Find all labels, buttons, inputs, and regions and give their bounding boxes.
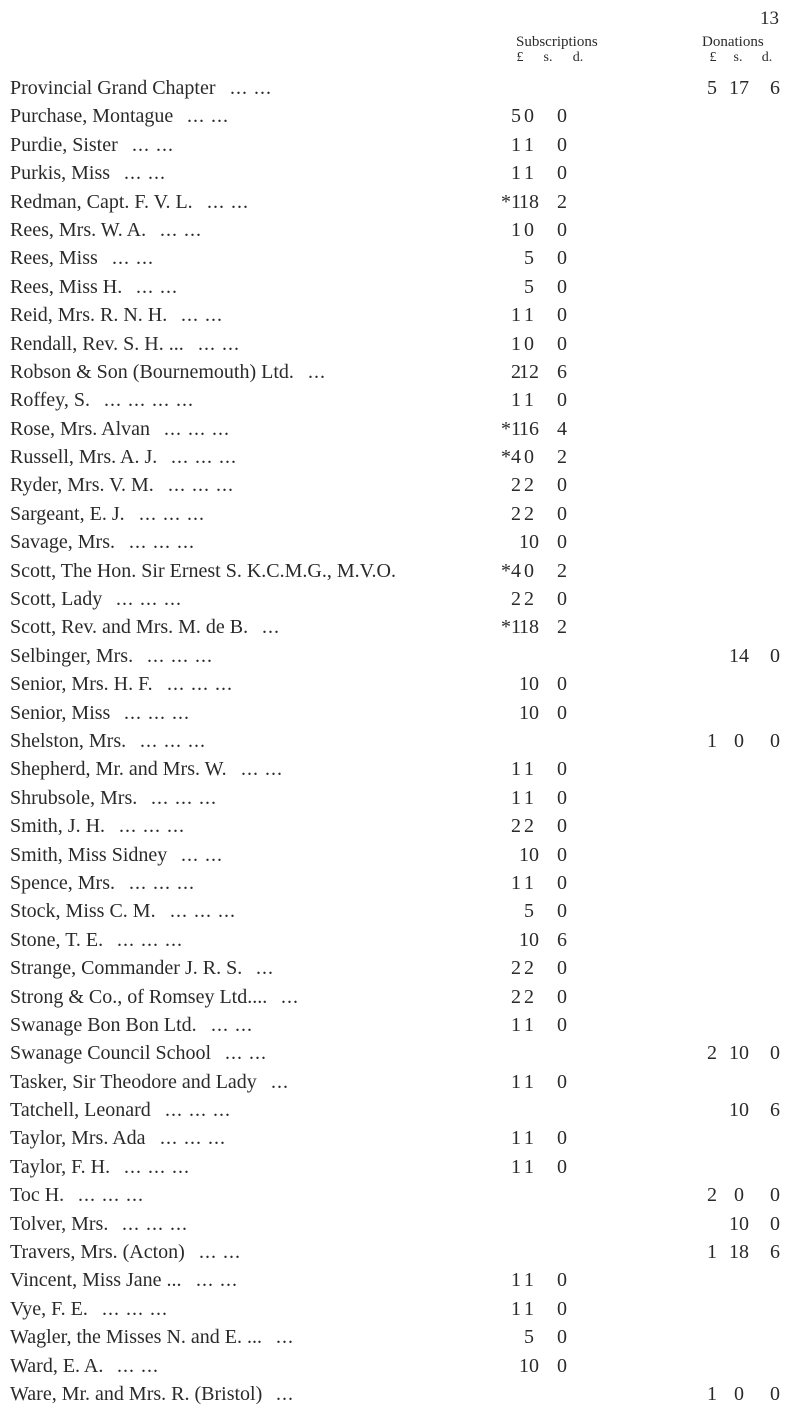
subscriber-name: Russell, Mrs. A. J. — [10, 446, 158, 469]
subscription-pence: 2 — [557, 446, 567, 469]
leader-dots: ... ... ... ... — [104, 389, 194, 412]
list-item — [0, 244, 800, 272]
leader-dots: ... ... — [136, 275, 178, 298]
subscription-shillings: 1 — [524, 786, 534, 809]
leader-dots: ... ... — [196, 1269, 238, 1292]
subscription-pence: 0 — [557, 900, 567, 923]
leader-dots: ... ... — [230, 77, 272, 99]
list-item — [0, 415, 800, 443]
donation-pence: 6 — [770, 1241, 780, 1264]
list-item — [0, 1380, 800, 1408]
donation-pence: 0 — [770, 644, 780, 667]
subscription-pounds: 5 — [511, 105, 521, 128]
subscriber-name: Provincial Grand Chapter — [10, 77, 216, 99]
subscription-pence: 0 — [557, 701, 567, 724]
subscription-shillings: 1 — [524, 1269, 534, 1292]
subscriber-name: Scott, Rev. and Mrs. M. de B. — [10, 616, 249, 639]
subscription-pence: 0 — [557, 786, 567, 809]
list-item — [0, 1011, 800, 1039]
donation-shillings: 10 — [729, 1212, 749, 1235]
list-item — [0, 954, 800, 982]
subscription-list — [0, 74, 800, 1408]
subscription-shillings: 1 — [524, 758, 534, 781]
subscriber-name: Rees, Miss — [10, 247, 98, 270]
subscription-unit-pence: d. — [572, 50, 584, 65]
subscription-pounds: 1 — [511, 1155, 521, 1178]
subscription-pence: 2 — [557, 190, 567, 213]
list-item — [0, 386, 800, 414]
subscription-shillings: 2 — [524, 957, 534, 980]
subscription-shillings: 1 — [524, 1070, 534, 1093]
subscriber-name: Shelston, Mrs. — [10, 729, 127, 752]
donation-pence: 0 — [770, 1212, 780, 1235]
list-item — [0, 1124, 800, 1152]
subscription-shillings: 18 — [519, 190, 539, 213]
leader-dots: ... ... ... — [124, 1155, 190, 1178]
donation-pence: 0 — [770, 1184, 780, 1207]
subscription-shillings: 10 — [519, 531, 539, 554]
subscriber-name: Vye, F. E. — [10, 1297, 88, 1320]
subscription-pounds: 1 — [511, 786, 521, 809]
subscriber-name: Taylor, F. H. — [10, 1155, 111, 1178]
list-item — [0, 983, 800, 1011]
subscription-pence: 0 — [557, 1127, 567, 1150]
subscriber-name: Ward, E. A. — [10, 1354, 104, 1377]
donation-pence: 0 — [770, 729, 780, 752]
subscription-shillings: 10 — [519, 843, 539, 866]
list-item — [0, 131, 800, 159]
subscription-shillings: 0 — [524, 332, 534, 355]
leader-dots: ... ... ... — [167, 673, 233, 696]
donation-shillings: 0 — [734, 729, 744, 752]
subscription-shillings: 2 — [524, 815, 534, 838]
leader-dots: ... ... ... — [165, 1099, 231, 1122]
subscription-shillings: 1 — [524, 1297, 534, 1320]
subscriber-name: Purkis, Miss — [10, 162, 111, 185]
donation-pence: 6 — [770, 77, 780, 99]
subscription-unit-shillings: s. — [543, 50, 553, 65]
leader-dots: ... ... ... — [160, 1127, 226, 1150]
subscription-pounds: 1 — [511, 1127, 521, 1150]
subscriber-name: Savage, Mrs. — [10, 531, 115, 554]
leader-dots: ... ... ... — [171, 446, 237, 469]
leader-dots: ... ... — [117, 1354, 159, 1377]
leader-dots: ... ... — [207, 190, 249, 213]
subscription-shillings: 18 — [519, 616, 539, 639]
subscription-pounds: 1 — [511, 218, 521, 241]
leader-dots: ... ... — [199, 1241, 241, 1264]
subscription-pence: 6 — [557, 360, 567, 383]
list-item — [0, 1352, 800, 1380]
subscription-pence: 0 — [557, 673, 567, 696]
leader-dots: ... ... — [211, 1013, 253, 1036]
subscriber-name: Scott, Lady — [10, 588, 103, 611]
subscriber-name: Ware, Mr. and Mrs. R. (Bristol) — [10, 1382, 263, 1405]
donation-pounds: 1 — [707, 1382, 717, 1405]
subscription-shillings: 5 — [524, 275, 534, 298]
list-item — [0, 1181, 800, 1209]
subscription-pence: 0 — [557, 332, 567, 355]
list-item — [0, 897, 800, 925]
subscription-pounds: 1 — [511, 133, 521, 156]
subscription-pence: 2 — [557, 616, 567, 639]
list-item — [0, 273, 800, 301]
subscription-pence: 0 — [557, 1269, 567, 1292]
list-item — [0, 1039, 800, 1067]
subscriber-name: Tolver, Mrs. — [10, 1212, 109, 1235]
subscription-pounds: 1 — [511, 1070, 521, 1093]
leader-dots: ... ... ... — [170, 900, 236, 923]
subscription-pounds: *1 — [501, 417, 521, 440]
subscription-pounds: 2 — [511, 588, 521, 611]
subscription-shillings: 10 — [519, 673, 539, 696]
subscription-pence: 0 — [557, 105, 567, 128]
list-item — [0, 528, 800, 556]
donation-pence: 0 — [770, 1382, 780, 1405]
leader-dots: ... ... ... — [151, 786, 217, 809]
leader-dots: ... — [276, 1382, 294, 1405]
subscriber-name: Tasker, Sir Theodore and Lady — [10, 1070, 257, 1093]
subscription-pounds: 1 — [511, 304, 521, 327]
subscription-shillings: 1 — [524, 871, 534, 894]
subscription-shillings: 5 — [524, 900, 534, 923]
list-item — [0, 1295, 800, 1323]
subscription-pence: 0 — [557, 815, 567, 838]
subscription-pounds: 1 — [511, 871, 521, 894]
subscriber-name: Scott, The Hon. Sir Ernest S. K.C.M.G., M.V.O. — [10, 559, 396, 582]
leader-dots: ... ... — [112, 247, 154, 270]
list-item — [0, 1153, 800, 1181]
subscription-pence: 0 — [557, 531, 567, 554]
subscription-pence: 0 — [557, 1070, 567, 1093]
subscription-shillings: 1 — [524, 133, 534, 156]
subscription-pounds: 2 — [511, 474, 521, 497]
subscription-pence: 0 — [557, 758, 567, 781]
subscription-shillings: 10 — [519, 928, 539, 951]
subscription-shillings: 0 — [524, 105, 534, 128]
subscriber-name: Taylor, Mrs. Ada — [10, 1127, 146, 1150]
subscriber-name: Rees, Mrs. W. A. — [10, 218, 147, 241]
donation-shillings: 18 — [729, 1241, 749, 1264]
subscription-shillings: 2 — [524, 985, 534, 1008]
subscription-pence: 0 — [557, 133, 567, 156]
subscriber-name: Senior, Miss — [10, 701, 111, 724]
subscription-shillings: 2 — [524, 502, 534, 525]
list-item — [0, 330, 800, 358]
subscription-pence: 0 — [557, 389, 567, 412]
donation-pounds: 1 — [707, 1241, 717, 1264]
subscriber-name: Rendall, Rev. S. H. ... — [10, 332, 184, 355]
list-item — [0, 557, 800, 585]
subscriptions-header: Subscriptions — [516, 34, 598, 50]
subscriber-name: Shepherd, Mr. and Mrs. W. — [10, 758, 227, 781]
subscription-pounds: *4 — [501, 559, 521, 582]
subscription-pence: 0 — [557, 957, 567, 980]
subscription-pounds: 1 — [511, 389, 521, 412]
leader-dots: ... ... — [181, 304, 223, 327]
subscription-shillings: 0 — [524, 218, 534, 241]
leader-dots: ... ... — [160, 218, 202, 241]
leader-dots: ... ... ... — [117, 928, 183, 951]
subscription-pounds: 1 — [511, 1297, 521, 1320]
subscription-shillings: 0 — [524, 559, 534, 582]
donation-shillings: 0 — [734, 1382, 744, 1405]
donations-header: Donations — [702, 34, 764, 50]
subscription-pounds: 2 — [511, 985, 521, 1008]
subscription-pounds: *1 — [501, 190, 521, 213]
subscriber-name: Redman, Capt. F. V. L. — [10, 190, 193, 213]
list-item — [0, 1068, 800, 1096]
leader-dots: ... ... ... — [129, 871, 195, 894]
donation-unit-pounds: £ — [709, 50, 717, 65]
subscription-shillings: 16 — [519, 417, 539, 440]
donation-pounds: 1 — [707, 729, 717, 752]
subscriber-name: Rees, Miss H. — [10, 275, 123, 298]
list-item — [0, 1210, 800, 1238]
subscription-pence: 0 — [557, 1013, 567, 1036]
subscription-shillings: 2 — [524, 474, 534, 497]
donation-unit-shillings: s. — [733, 50, 743, 65]
subscription-pounds: 1 — [511, 332, 521, 355]
subscriber-name: Smith, Miss Sidney — [10, 843, 168, 866]
leader-dots: ... ... ... — [119, 815, 185, 838]
list-item — [0, 102, 800, 130]
subscription-shillings: 10 — [519, 1354, 539, 1377]
subscription-shillings: 5 — [524, 1326, 534, 1349]
subscription-pence: 2 — [557, 559, 567, 582]
leader-dots: ... ... ... — [102, 1297, 168, 1320]
subscriber-name: Tatchell, Leonard — [10, 1099, 151, 1122]
subscriber-name: Selbinger, Mrs. — [10, 644, 134, 667]
subscriber-name: Ryder, Mrs. V. M. — [10, 474, 154, 497]
leader-dots: ... ... — [181, 843, 223, 866]
subscription-pounds: 1 — [511, 1013, 521, 1036]
leader-dots: ... — [281, 985, 299, 1008]
subscriber-name: Toc H. — [10, 1184, 65, 1207]
list-item — [0, 841, 800, 869]
leader-dots: ... — [256, 957, 274, 980]
list-item — [0, 670, 800, 698]
leader-dots: ... — [271, 1070, 289, 1093]
subscription-pounds: 2 — [511, 502, 521, 525]
subscription-shillings: 2 — [524, 588, 534, 611]
subscriber-name: Swanage Bon Bon Ltd. — [10, 1013, 197, 1036]
donation-pounds: 2 — [707, 1042, 717, 1065]
subscription-pounds: 2 — [511, 957, 521, 980]
subscription-pence: 4 — [557, 417, 567, 440]
leader-dots: ... ... ... — [147, 644, 213, 667]
subscriber-name: Purdie, Sister — [10, 133, 118, 156]
subscriber-name: Shrubsole, Mrs. — [10, 786, 138, 809]
subscriber-name: Vincent, Miss Jane ... — [10, 1269, 182, 1292]
subscription-pounds: 2 — [511, 360, 521, 383]
donation-shillings: 0 — [734, 1184, 744, 1207]
subscriber-name: Rose, Mrs. Alvan — [10, 417, 150, 440]
list-item — [0, 585, 800, 613]
subscriber-name: Stock, Miss C. M. — [10, 900, 156, 923]
leader-dots: ... — [308, 360, 326, 383]
leader-dots: ... ... ... — [124, 701, 190, 724]
list-item — [0, 613, 800, 641]
subscriber-name: Travers, Mrs. (Acton) — [10, 1241, 185, 1264]
list-item — [0, 500, 800, 528]
subscription-pounds: 1 — [511, 1269, 521, 1292]
subscription-pence: 6 — [557, 928, 567, 951]
subscriber-name: Senior, Mrs. H. F. — [10, 673, 153, 696]
leader-dots: ... ... ... — [164, 417, 230, 440]
list-item — [0, 812, 800, 840]
donation-shillings: 14 — [729, 644, 749, 667]
list-item — [0, 443, 800, 471]
subscription-pence: 0 — [557, 247, 567, 270]
donation-shillings: 17 — [729, 77, 749, 99]
leader-dots: ... ... ... — [139, 502, 205, 525]
subscriber-name: Smith, J. H. — [10, 815, 106, 838]
subscription-pence: 0 — [557, 985, 567, 1008]
subscription-pence: 0 — [557, 1155, 567, 1178]
leader-dots: ... ... ... — [78, 1184, 144, 1207]
subscription-shillings: 12 — [519, 360, 539, 383]
subscription-shillings: 5 — [524, 247, 534, 270]
donation-pounds: 2 — [707, 1184, 717, 1207]
list-item — [0, 358, 800, 386]
list-item — [0, 1238, 800, 1266]
leader-dots: ... ... — [241, 758, 283, 781]
subscription-pounds: 1 — [511, 758, 521, 781]
subscription-pounds: *1 — [501, 616, 521, 639]
donation-unit-pence: d. — [761, 50, 773, 65]
subscription-pence: 0 — [557, 588, 567, 611]
subscription-shillings: 0 — [524, 446, 534, 469]
subscription-unit-pounds: £ — [516, 50, 524, 65]
subscription-shillings: 1 — [524, 1013, 534, 1036]
list-item — [0, 188, 800, 216]
subscriber-name: Robson & Son (Bournemouth) Ltd. — [10, 360, 294, 383]
subscription-pence: 0 — [557, 502, 567, 525]
list-item — [0, 216, 800, 244]
subscription-pence: 0 — [557, 843, 567, 866]
subscriber-name: Stone, T. E. — [10, 928, 104, 951]
list-item — [0, 301, 800, 329]
subscription-shillings: 1 — [524, 1127, 534, 1150]
subscription-pence: 0 — [557, 275, 567, 298]
donation-pence: 0 — [770, 1042, 780, 1065]
list-item — [0, 642, 800, 670]
subscription-pence: 0 — [557, 1326, 567, 1349]
page-number: 13 — [760, 8, 779, 29]
subscription-shillings: 1 — [524, 1155, 534, 1178]
leader-dots: ... — [276, 1326, 294, 1349]
subscription-shillings: 1 — [524, 389, 534, 412]
list-item — [0, 755, 800, 783]
subscriber-name: Roffey, S. — [10, 389, 90, 412]
leader-dots: ... ... ... — [168, 474, 234, 497]
subscriber-name: Purchase, Montague — [10, 105, 174, 128]
leader-dots: ... ... — [132, 133, 174, 156]
list-item — [0, 74, 800, 102]
subscription-pence: 0 — [557, 304, 567, 327]
list-item — [0, 869, 800, 897]
subscriber-name: Sargeant, E. J. — [10, 502, 125, 525]
subscription-pounds: 1 — [511, 162, 521, 185]
subscription-shillings: 1 — [524, 162, 534, 185]
subscription-pence: 0 — [557, 162, 567, 185]
subscription-pounds: 2 — [511, 815, 521, 838]
list-item — [0, 727, 800, 755]
list-item — [0, 784, 800, 812]
donation-shillings: 10 — [729, 1099, 749, 1122]
subscription-pence: 0 — [557, 218, 567, 241]
donation-pounds: 5 — [707, 77, 717, 99]
list-item — [0, 471, 800, 499]
subscription-pence: 0 — [557, 871, 567, 894]
list-item — [0, 699, 800, 727]
subscription-shillings: 10 — [519, 701, 539, 724]
leader-dots: ... ... ... — [140, 729, 206, 752]
leader-dots: ... ... ... — [122, 1212, 188, 1235]
leader-dots: ... ... — [187, 105, 229, 128]
leader-dots: ... ... ... — [116, 588, 182, 611]
leader-dots: ... ... — [198, 332, 240, 355]
subscriber-name: Strange, Commander J. R. S. — [10, 957, 243, 980]
subscription-pounds: *4 — [501, 446, 521, 469]
subscription-pence: 0 — [557, 1297, 567, 1320]
leader-dots: ... ... — [225, 1042, 267, 1065]
subscriber-name: Spence, Mrs. — [10, 871, 115, 894]
leader-dots: ... — [262, 616, 280, 639]
subscriber-name: Reid, Mrs. R. N. H. — [10, 304, 168, 327]
subscriber-name: Wagler, the Misses N. and E. ... — [10, 1326, 262, 1349]
subscriber-name: Strong & Co., of Romsey Ltd.... — [10, 985, 268, 1008]
leader-dots: ... ... — [124, 162, 166, 185]
donation-pence: 6 — [770, 1099, 780, 1122]
subscriber-name: Swanage Council School — [10, 1042, 212, 1065]
list-item — [0, 1323, 800, 1351]
subscription-pence: 0 — [557, 474, 567, 497]
list-item — [0, 159, 800, 187]
donation-shillings: 10 — [729, 1042, 749, 1065]
list-item — [0, 1096, 800, 1124]
subscription-pence: 0 — [557, 1354, 567, 1377]
leader-dots: ... ... ... — [129, 531, 195, 554]
list-item — [0, 926, 800, 954]
subscription-shillings: 1 — [524, 304, 534, 327]
